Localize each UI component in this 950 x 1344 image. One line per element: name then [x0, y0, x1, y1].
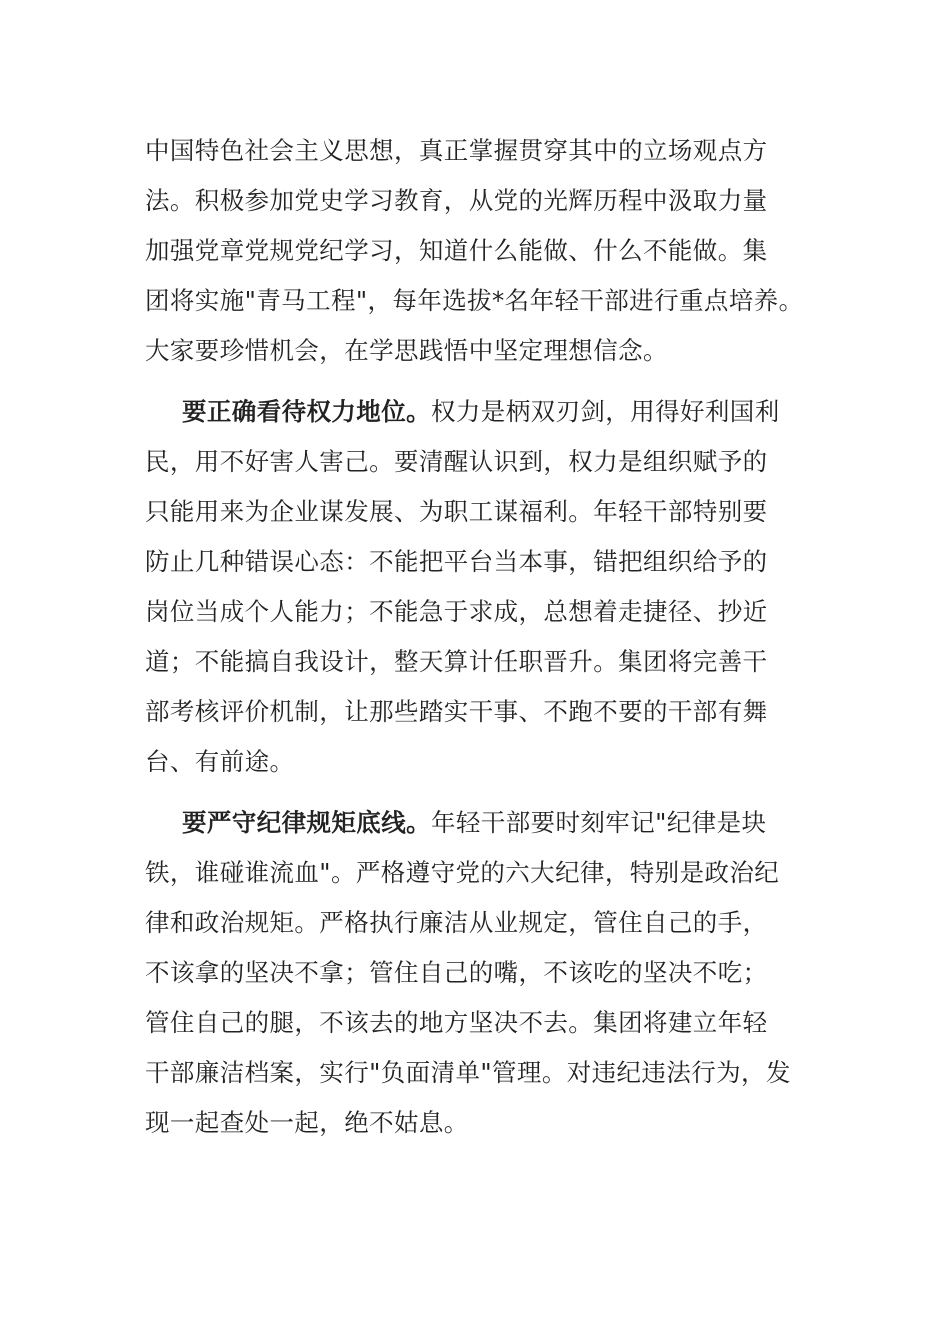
paragraph-3-line-3: 律和政治规矩。严格执行廉洁从业规定，管住自己的手，	[145, 908, 768, 937]
paragraph-3-line-6: 干部廉洁档案，实行"负面清单"管理。对违纪违法行为，发	[145, 1058, 791, 1087]
paragraph-2-heading: 要正确看待权力地位。	[182, 397, 431, 426]
paragraph-3-heading: 要严守纪律规矩底线。	[182, 808, 431, 837]
paragraph-2-line-3: 只能用来为企业谋发展、为职工谋福利。年轻干部特别要	[145, 497, 768, 526]
paragraph-2-line-4: 防止几种错误心态：不能把平台当本事，错把组织给予的	[145, 547, 768, 576]
paragraph-3-line-4: 不该拿的坚决不拿；管住自己的嘴，不该吃的坚决不吃；	[145, 958, 768, 987]
paragraph-3-line-1-text: 年轻干部要时刻牢记"纪律是块	[431, 808, 767, 837]
paragraph-1-line-3: 加强党章党规党纪学习，知道什么能做、什么不能做。集	[145, 236, 768, 265]
paragraph-2-line-2: 民，用不好害人害己。要清醒认识到，权力是组织赋予的	[145, 447, 768, 476]
paragraph-1-line-5: 大家要珍惜机会，在学思践悟中坚定理想信念。	[145, 336, 668, 365]
paragraph-3-line-5: 管住自己的腿，不该去的地方坚决不去。集团将建立年轻	[145, 1008, 768, 1037]
paragraph-3-line-7: 现一起查处一起，绝不姑息。	[145, 1108, 469, 1137]
paragraph-2-line-8: 台、有前途。	[145, 747, 295, 776]
paragraph-2-line-1-text: 权力是柄双刃剑，用得好利国利	[431, 397, 780, 426]
paragraph-2-line-6: 道；不能搞自我设计，整天算计任职晋升。集团将完善干	[145, 647, 768, 676]
paragraph-1-line-4: 团将实施"青马工程"，每年选拔*名年轻干部进行重点培养。	[145, 286, 804, 315]
paragraph-1-line-2: 法。积极参加党史学习教育，从党的光辉历程中汲取力量	[145, 186, 768, 215]
paragraph-2-line-7: 部考核评价机制，让那些踏实干事、不跑不要的干部有舞	[145, 697, 768, 726]
paragraph-3-line-2: 铁，谁碰谁流血"。严格遵守党的六大纪律，特别是政治纪	[145, 858, 780, 887]
paragraph-2-line-5: 岗位当成个人能力；不能急于求成，总想着走捷径、抄近	[145, 597, 768, 626]
paragraph-1-line-1: 中国特色社会主义思想，真正掌握贯穿其中的立场观点方	[145, 136, 768, 165]
paragraph-2-line-1	[182, 397, 780, 427]
paragraph-3-line-1	[182, 808, 766, 838]
